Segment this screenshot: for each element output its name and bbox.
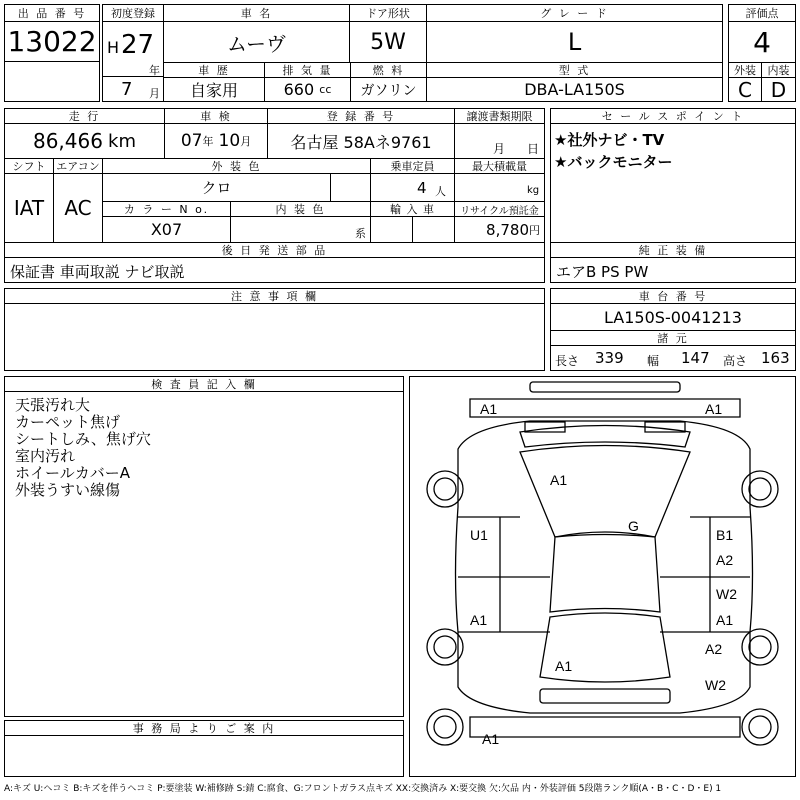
lot-no-value: 13022: [4, 21, 100, 62]
damage-mark: A2: [705, 641, 723, 657]
interior-grade: D: [761, 77, 796, 102]
ext-color-value: クロ: [102, 173, 331, 202]
fuel-value: ガソリン: [350, 77, 427, 102]
import-value-a: [370, 216, 413, 243]
recycle-header: リサイクル預託金: [454, 201, 545, 217]
inspection-header: 車 検: [164, 108, 268, 124]
grade-value: L: [426, 21, 723, 63]
damage-mark: A1: [716, 612, 734, 628]
aircon-header: エアコン: [53, 158, 103, 174]
first-reg-header: 初度登録: [102, 4, 164, 22]
footer-legend: A:キズ U:ヘコミ B:キズを伴うヘコミ P:要塗装 W:補修跡 S:錆 C:腐食、G:フロントガラス点キズ XX:交換済み X:要交換 欠:欠品 内・外装評価 5段階ランク順(A・B・C・D・E) 1: [4, 784, 722, 794]
mileage-value: 86,466 km: [4, 123, 165, 159]
history-header: 車 歴: [163, 62, 265, 78]
ext-color-extra: [330, 173, 371, 202]
later-parts-value: 保証書 車両取説 ナビ取説: [4, 257, 545, 283]
recycle-value: 8,780 円: [454, 216, 545, 243]
damage-mark: A2: [716, 552, 734, 568]
equipment-header: 純 正 装 備: [550, 242, 796, 258]
sales-point-2: ★バックモニター: [554, 153, 673, 171]
inspection-value: 07 年 10 月: [164, 123, 268, 159]
transfer-doc-header: 譲渡書類期限: [454, 108, 545, 124]
score-header: 評価点: [728, 4, 796, 22]
score-value: 4: [728, 21, 796, 63]
dimensions-header: 諸 元: [550, 330, 796, 346]
fuel-header: 燃 料: [350, 62, 427, 78]
inspector-box: [4, 391, 404, 717]
chassis-value: LA150S-0041213: [550, 303, 796, 331]
color-no-header: カ ラ ー N o.: [102, 201, 231, 217]
sales-point-header: セ ー ル ス ポ イ ン ト: [550, 108, 796, 124]
inspector-note: 室内汚れ: [15, 447, 76, 465]
inspector-header: 検 査 員 記 入 欄: [4, 376, 404, 392]
damage-mark: B1: [716, 527, 734, 543]
aircon-value: AC: [53, 173, 103, 243]
lot-no-blank: [4, 61, 100, 102]
capacity-value: 4 人: [370, 173, 455, 202]
inspector-note: ホイールカバーA: [15, 464, 130, 482]
grade-header: グ レ ー ド: [426, 4, 723, 22]
history-value: 自家用: [163, 77, 265, 102]
capacity-header: 乗車定員: [370, 158, 455, 174]
caution-box: [4, 303, 545, 371]
equipment-value: エアB PS PW: [550, 257, 796, 283]
office-box: [4, 735, 404, 777]
displacement-header: 排 気 量: [264, 62, 351, 78]
exterior-grade: C: [728, 77, 762, 102]
dimensions-value: 長さ 339 幅 147 高さ 163: [550, 345, 796, 371]
reg-no-header: 登 録 番 号: [267, 108, 455, 124]
damage-mark: A1: [480, 401, 498, 417]
damage-mark: A1: [470, 612, 488, 628]
damage-mark: A1: [555, 658, 573, 674]
car-name-header: 車 名: [163, 4, 350, 22]
import-value-b: [412, 216, 455, 243]
transfer-doc-value: 月 日: [454, 123, 545, 159]
mileage-header: 走 行: [4, 108, 165, 124]
caution-header: 注 意 事 項 欄: [4, 288, 545, 304]
int-color-header: 内 装 色: [230, 201, 371, 217]
int-color-value: 系: [230, 216, 371, 243]
interior-header: 内装: [761, 62, 796, 78]
shift-header: シフト: [4, 158, 54, 174]
inspector-note: シートしみ、焦げ穴: [15, 430, 151, 448]
car-name-value: ムーヴ: [163, 21, 350, 63]
lot-no-header: 出 品 番 号: [4, 4, 100, 22]
sales-point-1: ★社外ナビ・TV: [554, 131, 665, 149]
door-header: ドア形状: [349, 4, 427, 22]
inspector-note: カーペット焦げ: [15, 413, 121, 431]
chassis-header: 車 台 番 号: [550, 288, 796, 304]
shift-value: IAT: [4, 173, 54, 243]
damage-mark: G: [628, 518, 639, 534]
sales-point-box: [550, 123, 796, 243]
car-diagram: [409, 376, 796, 777]
model-value: DBA-LA150S: [426, 77, 723, 102]
damage-mark: W2: [705, 677, 726, 693]
damage-mark: U1: [470, 527, 488, 543]
inspector-note: 天張汚れ大: [15, 396, 91, 414]
max-load-header: 最大積載量: [454, 158, 545, 174]
model-header: 型 式: [426, 62, 723, 78]
door-value: 5W: [349, 21, 427, 63]
office-header: 事 務 局 よ り ご 案 内: [4, 720, 404, 736]
import-header: 輸 入 車: [370, 201, 455, 217]
damage-mark: A1: [705, 401, 723, 417]
damage-mark: A1: [550, 472, 568, 488]
car-diagram-svg: [410, 377, 795, 776]
later-parts-header: 後 日 発 送 部 品: [4, 242, 545, 258]
damage-mark: A1: [482, 731, 500, 747]
reg-no-value: 名古屋 58Aネ9761: [267, 123, 455, 159]
ext-color-header: 外 装 色: [102, 158, 371, 174]
color-no-value: X07: [102, 216, 231, 243]
first-reg-month: 7 月: [102, 76, 164, 102]
displacement-value: 660 cc: [264, 77, 351, 102]
damage-mark: W2: [716, 586, 737, 602]
exterior-header: 外装: [728, 62, 762, 78]
inspector-note: 外装うすい線傷: [15, 481, 121, 499]
max-load-value: kg: [454, 173, 545, 202]
first-reg-year: H 27 年: [102, 21, 164, 77]
